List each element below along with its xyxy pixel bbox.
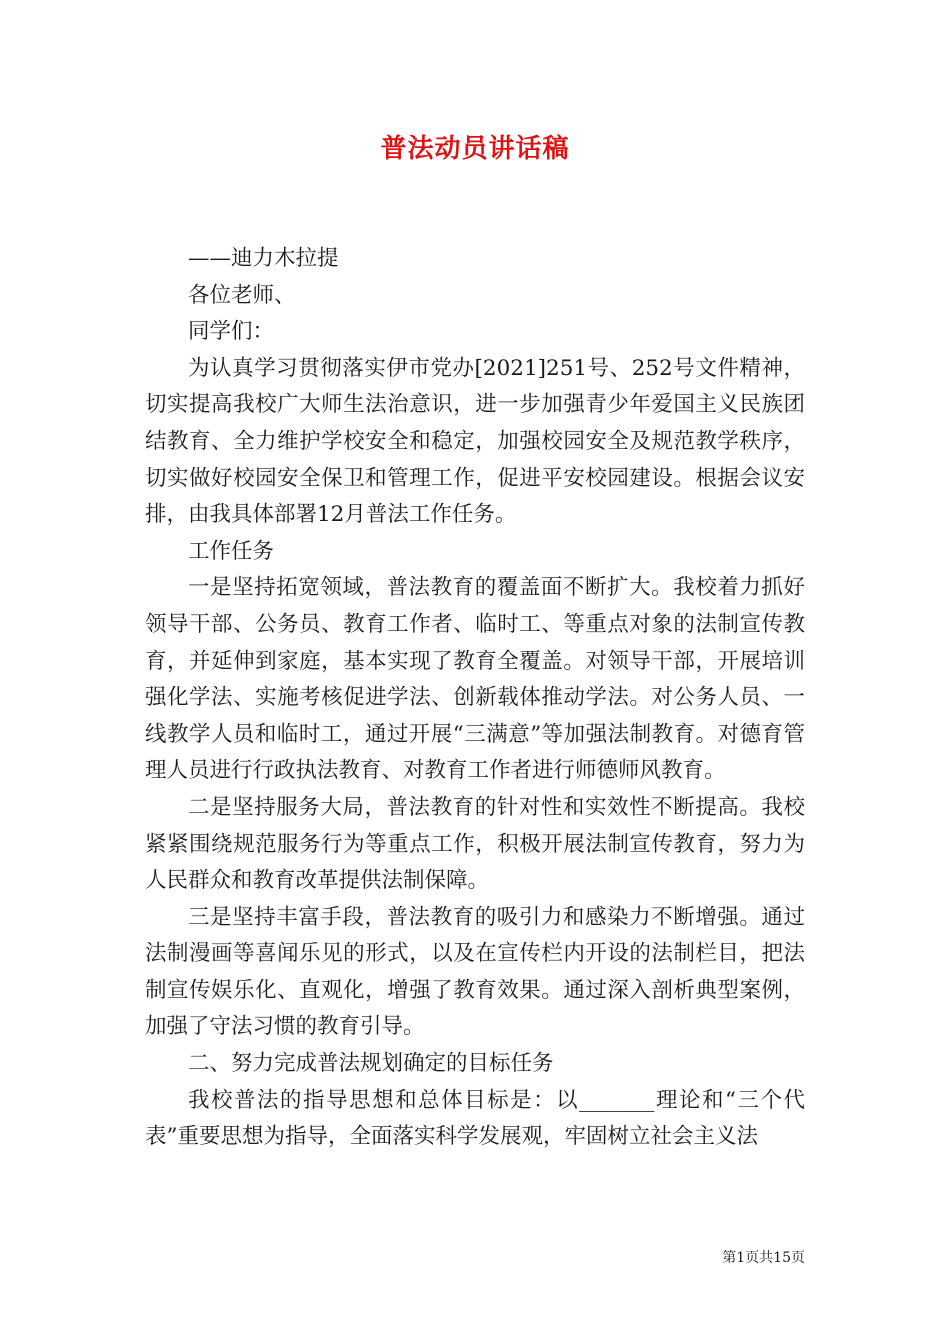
- paragraph-point-two: 二是坚持服务大局，普法教育的针对性和实效性不断提高。我校紧紧围绕规范服务行为等重点工作，积极开展法制宣传教育，努力为人民群众和教育改革提供法制保障。: [145, 794, 805, 894]
- paragraph-intro: 为认真学习贯彻落实伊市党办[2021]251号、252号文件精神，切实提高我校广大师生法治意识，进一步加强青少年爱国主义民族团结教育、全力维护学校安全和稳定，加强校园安全及规范教学秩序，切实做好校园安全保卫和管理工作，促进平安校园建设。根据会议安排，由我具体部署12月普法工作任务。: [145, 355, 805, 528]
- document-body: [145, 241, 805, 1156]
- paragraph-point-one: 一是坚持拓宽领域，普法教育的覆盖面不断扩大。我校着力抓好领导干部、公务员、教育工作者、临时工、等重点对象的法制宣传教育，并延伸到家庭，基本实现了教育全覆盖。对领导干部，开展培训强化学法、实施考核促进学法、创新载体推动学法。对公务人员、一线教学人员和临时工，通过开展“三满意”等加强法制教育。对德育管理人员进行行政执法教育、对教育工作者进行师德师风教育。: [145, 575, 805, 784]
- paragraph-guiding-ideology: 我校普法的指导思想和总体目标是：以_______理论和“三个代表”重要思想为指导，全面落实科学发展观，牢固树立社会主义法: [145, 1087, 805, 1150]
- salutation-students: 同学们：: [188, 319, 275, 345]
- salutation-teachers: 各位老师、: [188, 282, 296, 308]
- paragraph-point-three: 三是坚持丰富手段，普法教育的吸引力和感染力不断增强。通过法制漫画等喜闻乐见的形式，以及在宣传栏内开设的法制栏目，把法制宣传娱乐化、直观化，增强了教育效果。通过深入剖析典型案例，加强了守法习惯的教育引导。: [145, 904, 805, 1040]
- author-line: ——迪力木拉提: [188, 246, 339, 271]
- section-heading-tasks: 工作任务: [188, 538, 275, 564]
- page-number: 第1页共15页: [722, 1250, 805, 1266]
- section-heading-goals: 二、努力完成普法规划确定的目标任务: [188, 1051, 554, 1077]
- document-title: 普法动员讲话稿: [380, 134, 570, 164]
